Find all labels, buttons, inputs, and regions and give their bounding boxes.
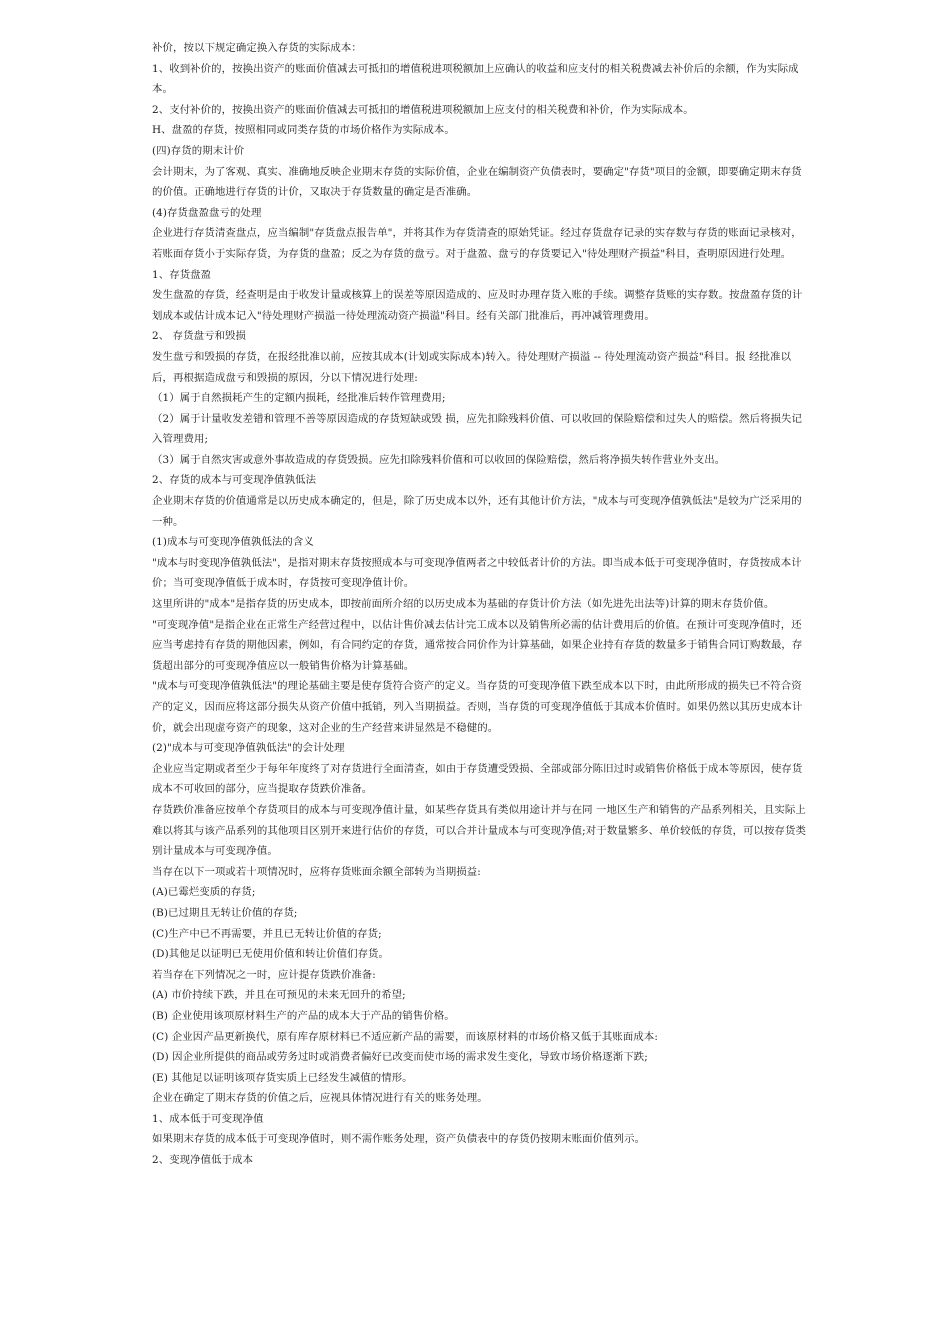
list-item: (B) 企业使用该项原材料生产的产品的成本大于产品的销售价格。 (152, 1009, 455, 1022)
section-heading: (1)成本与可变现净值孰低法的含义 (152, 536, 314, 549)
list-item: (D)其他足以证明已无使用价值和转让价值们存货。 (152, 948, 390, 961)
paragraph: 发生盘盈的存货，经查明是由于收发计量或核算上的误差等原因造成的、应及时办理存货入账的手续。调整存货账的实存数。按盘盈存货的计划成本或估计成本记入"待处理财产损溢一待处理流动资产损溢"科目。经有关部门批准后，再冲减管理费用。 (152, 289, 803, 322)
paragraph: "成本与可变现净值孰低法"的理论基础主要是使存货符合资产的定义。当存货的可变现净值下跌至成本以下时，由此所形成的损失已不符合资产的定义，因而应将这部分损失从资产价值中抵销，列入当期损益。否则，当存货的可变现净值低于其成本价值时。如果仍然以其历史成本计价，就会出现虚夸资产的现象，这对企业的生产经营来讲显然是不稳健的。 (152, 680, 803, 734)
section-heading: 2、变现净值低于成本 (152, 1154, 254, 1167)
list-item: (E) 其他足以证明该项存货实质上已经发生减值的情形。 (152, 1071, 413, 1084)
paragraph: 企业进行存货清查盘点，应当编制"存货盘点报告单"，并将其作为存货清查的原始凭证。经过存货盘存记录的实存数与存货的账面记录核对，若账面存货小于实际存货，为存货的盘盈；反之为存货的盘亏。对于盘盈、盘亏的存货要记入"待处理财产损益"科目，查明原因进行处理。 (152, 227, 802, 260)
list-item: (A) 市价持续下跌，并且在可预见的未来无回升的希望; (152, 989, 406, 1002)
list-item: （2）属于计量收发差错和管理不善等原因造成的存货短缺或毁 损，应先扣除残料价值、可以收回的保险赔偿和过失人的赔偿。然后将损失记入管理费用; (152, 412, 803, 446)
paragraph: 存货跌价准备应按单个存货项目的成本与可变现净值计量，如某些存货具有类似用途计并与在同 一地区生产和销售的产品系列相关，且实际上难以将其与该产品系列的其他项目区别开来进行估价的存货，可以合并计量成本与可变现净值;对于数量繁多、单价较低的存货，可以按存货类别计量成本与可变现净值。 (152, 803, 807, 858)
paragraph: 当存在以下一项或若十项情况时，应将存货账面余额全部转为当期损益: (152, 865, 481, 878)
paragraph: 若当存在下列情况之一时，应计提存货跌价准备: (152, 968, 376, 981)
section-heading: (四)存货的期末计价 (152, 144, 245, 157)
section-heading: 2、存货的成本与可变现净值孰低法 (152, 474, 317, 487)
section-heading: 1、成本低于可变现净值 (152, 1112, 264, 1125)
paragraph: 企业在确定了期末存货的价值之后，应视具体情况进行有关的账务处理。 (152, 1092, 488, 1105)
paragraph: 补价，按以下规定确定换入存货的实际成本： (152, 42, 362, 54)
section-heading: (4)存货盘盈盘亏的处理 (152, 206, 262, 219)
paragraph: 会计期末，为了客观、真实、准确地反映企业期末存货的实际价值，企业在编制资产负债表时，要确定"存货"项目的金额，即要确定期末存货的价值。正确地进行存货的计价，又取决于存货数量的确定是否准确。 (152, 165, 802, 199)
section-heading: 1、存货盘盈 (152, 268, 212, 281)
paragraph: 这里所讲的"成本"是指存货的历史成本，即按前面所介绍的以历史成本为基础的存货计价方法（如先进先出法等)计算的期末存货价值。 (152, 598, 775, 611)
paragraph: 1、收到补价的，按换出资产的账面价值减去可抵扣的增值税进项税额加上应确认的收益和应支付的相关税费减去补价后的余额，作为实际成本。 (152, 62, 799, 96)
list-item: （3）属于自然灾害或意外事故造成的存货毁损。应先扣除残料价值和可以收回的保险赔偿，然后将净损失转作营业外支出。 (152, 453, 726, 466)
list-item: (C)生产中已不再需要，并且已无转让价值的存货; (152, 927, 382, 940)
paragraph: 企业应当定期或者至少于每年年度终了对存货进行全面清查，如由于存货遭受毁损、全部或部分陈旧过时或销售价格低于成本等原因，使存货成本不可收回的部分，应当提取存货跌价准备。 (152, 762, 803, 796)
paragraph: 2、支付补价的，按换出资产的账面价值减去可抵扣的增值税进项税额加上应支付的相关税费和补价，作为实际成本。 (152, 103, 694, 116)
list-item: (A)已霉烂变质的存货; (152, 886, 256, 899)
list-item: （1）属于自然损耗产生的定额内损耗，经批准后转作管理费用; (152, 392, 446, 405)
section-heading: (2)"成本与可变现净值孰低法"的会计处理 (152, 742, 345, 755)
document-page (152, 38, 807, 1171)
list-item: (C) 企业因产品更新换代，原有库存原材料已不适应新产品的需要，而该原材料的市场价格又低于其账面成本: (152, 1030, 658, 1043)
paragraph: "可变现净值"是指企业在正常生产经营过程中，以估计售价减去估计完工成本以及销售所必需的估计费用后的价值。在预计可变现净值时，还应当考虑持有存货的期他因素，例如，有合同约定的存货，通常按合同价作为计算基础，如果企业持有存货的数量多于销售合同订购数最，存货超出部分的可变现净值应以一般销售价格为计算基础。 (152, 618, 803, 672)
paragraph: "成本与时变现净值孰低法"，是指对期末存货按照成本与可变现净值两者之中较低者计价的方法。即当成本低于可变现净值时，存货按成本计价；当可变现净值低于成本时，存货按可变现净值计价。 (152, 556, 802, 590)
list-item: (D) 因企业所提供的商品或劳务过时或消费者偏好已改变而使市场的需求发生变化，导致市场价格逐渐下跌; (152, 1051, 648, 1064)
paragraph: 发生盘亏和毁损的存货，在报经批准以前，应按其成本(计划或实际成本)转入。待处理财产损溢 -- 待处理流动资产损益"科目。报 经批准以后，再根据造成盘亏和毁损的原因，分以下情况进行处理: (152, 350, 792, 384)
section-heading: 2、 存货盘亏和毁损 (152, 330, 247, 343)
paragraph: H、盘盈的存货，按照相同或同类存货的市场价格作为实际成本。 (152, 124, 455, 137)
list-item: (B)已过期且无转让价值的存货; (152, 906, 298, 919)
paragraph: 企业期末存货的价值通常是以历史成本确定的，但是，除了历史成本以外，还有其他计价方法，"成本与可变现净值孰低法"是较为广泛采用的一种。 (152, 495, 802, 528)
paragraph: 如果期末存货的成本低于可变现净值时，则不需作账务处理，资产负债表中的存货仍按期末账面价值列示。 (152, 1133, 646, 1146)
